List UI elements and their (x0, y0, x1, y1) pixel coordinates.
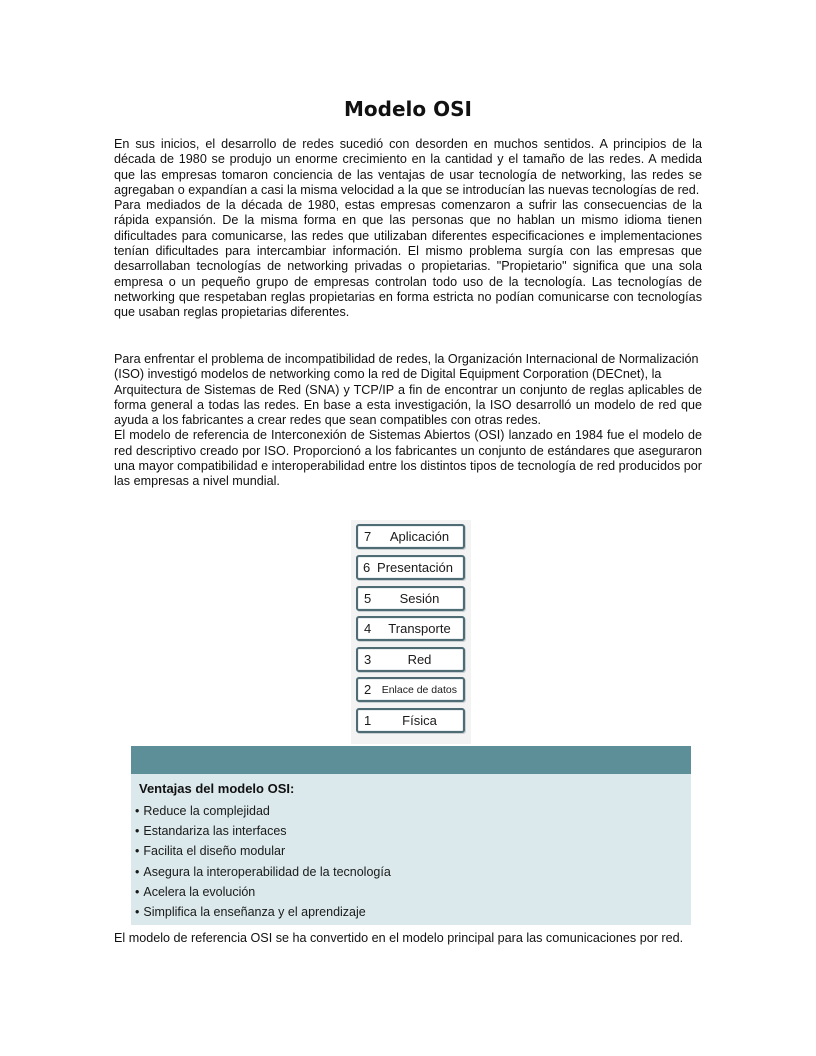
paragraph-iso-architecture: Arquitectura de Sistemas de Red (SNA) y TCP/IP a fin de encontrar un conjunto de reglas aplicables de forma general a todas las redes. En base a esta investigación, la ISO desarrolló un modelo de red que ayuda a los fabricantes a crear redes que sean compatibles con otras redes. (114, 382, 702, 428)
advantage-item: • Facilita el diseño modular (135, 841, 391, 861)
osi-layer-presentation (356, 555, 465, 580)
layer-name: Red (407, 652, 432, 667)
layer-number: 1 (364, 713, 372, 728)
osi-model-figure (131, 514, 691, 925)
osi-layer-data-link (356, 677, 465, 702)
paragraph-rapid-expansion: Para mediados de la década de 1980, estas empresas comenzaron a sufrir las consecuencias de la rápida expansión. De la misma forma en que las personas que no hablan un mismo idioma tienen dificultades para comunicarse, las redes que utilizaban diferentes especificaciones e implementaciones tenían dificultades para intercambiar información. El mismo problema surgía con las empresas que desarrollaban tecnologías de networking privadas o propietarias. "Propietario" significa que una sola empresa o un pequeño grupo de empresas controlan todo uso de la tecnología. Las tecnologías de networking que respetaban reglas propietarias en forma estricta no podían comunicarse con tecnologías que usaban reglas propietarias diferentes. (114, 198, 702, 320)
advantages-header-bar (131, 746, 691, 774)
paragraph-early-networks: En sus inicios, el desarrollo de redes sucedió con desorden en muchos sentidos. A principios de la década de 1980 se produjo un enorme crecimiento en la cantidad y el tamaño de las redes. A medida que las empresas tomaron conciencia de las ventajas de usar tecnología de networking, las redes se agregaban o expandían a casi la misma velocidad a la que se introducían las nuevas tecnologías de red. (114, 137, 702, 197)
advantage-item: • Simplifica la enseñanza y el aprendizaje (135, 902, 391, 922)
layer-name: Enlace de datos (381, 683, 457, 696)
layer-name: Sesión (399, 591, 440, 606)
paragraph-iso-research: (ISO) investigó modelos de networking como la red de Digital Equipment Corporation (DECnet), la (114, 367, 662, 382)
text-block-iso (114, 352, 702, 490)
layer-name: Presentación (377, 560, 453, 575)
advantages-list (135, 801, 391, 922)
osi-advantages-panel (131, 746, 691, 925)
advantage-item: • Acelera la evolución (135, 882, 391, 902)
advantage-item: • Asegura la interoperabilidad de la tecnología (135, 862, 391, 882)
osi-layer-transport (356, 616, 465, 641)
osi-layer-physical (356, 708, 465, 733)
paragraph-conclusion: El modelo de referencia OSI se ha convertido en el modelo principal para las comunicaciones por red. (114, 931, 684, 945)
paragraph-osi-reference: El modelo de referencia de Interconexión de Sistemas Abiertos (OSI) lanzado en 1984 fue el modelo de red descriptivo creado por ISO. Proporcionó a los fabricantes un conjunto de estándares que aseguraron una mayor compatibilidad e interoperabilidad entre los distintos tipos de tecnología de red producidos por las empresas a nivel mundial. (114, 428, 702, 489)
layer-name: Física (402, 713, 437, 728)
advantage-item: • Estandariza las interfaces (135, 821, 391, 841)
advantage-item: • Reduce la complejidad (135, 801, 391, 821)
layer-number: 7 (364, 529, 372, 544)
advantages-title: Ventajas del modelo OSI: (139, 781, 295, 796)
osi-layer-application (356, 524, 465, 549)
layer-number: 6 (363, 560, 371, 575)
osi-layer-network (356, 647, 465, 672)
text-block-conclusion (114, 931, 702, 946)
layer-number: 5 (364, 591, 372, 606)
text-block-intro (114, 137, 702, 321)
layer-number: 2 (364, 682, 372, 697)
layer-name: Aplicación (389, 529, 450, 544)
layer-number: 4 (364, 621, 372, 636)
layer-name: Transporte (388, 621, 451, 636)
osi-layer-session (356, 586, 465, 611)
layer-number: 3 (364, 652, 372, 667)
page-title: Modelo OSI (344, 97, 472, 121)
paragraph-iso-intro: Para enfrentar el problema de incompatibilidad de redes, la Organización Internacional de Normalización (114, 352, 699, 366)
